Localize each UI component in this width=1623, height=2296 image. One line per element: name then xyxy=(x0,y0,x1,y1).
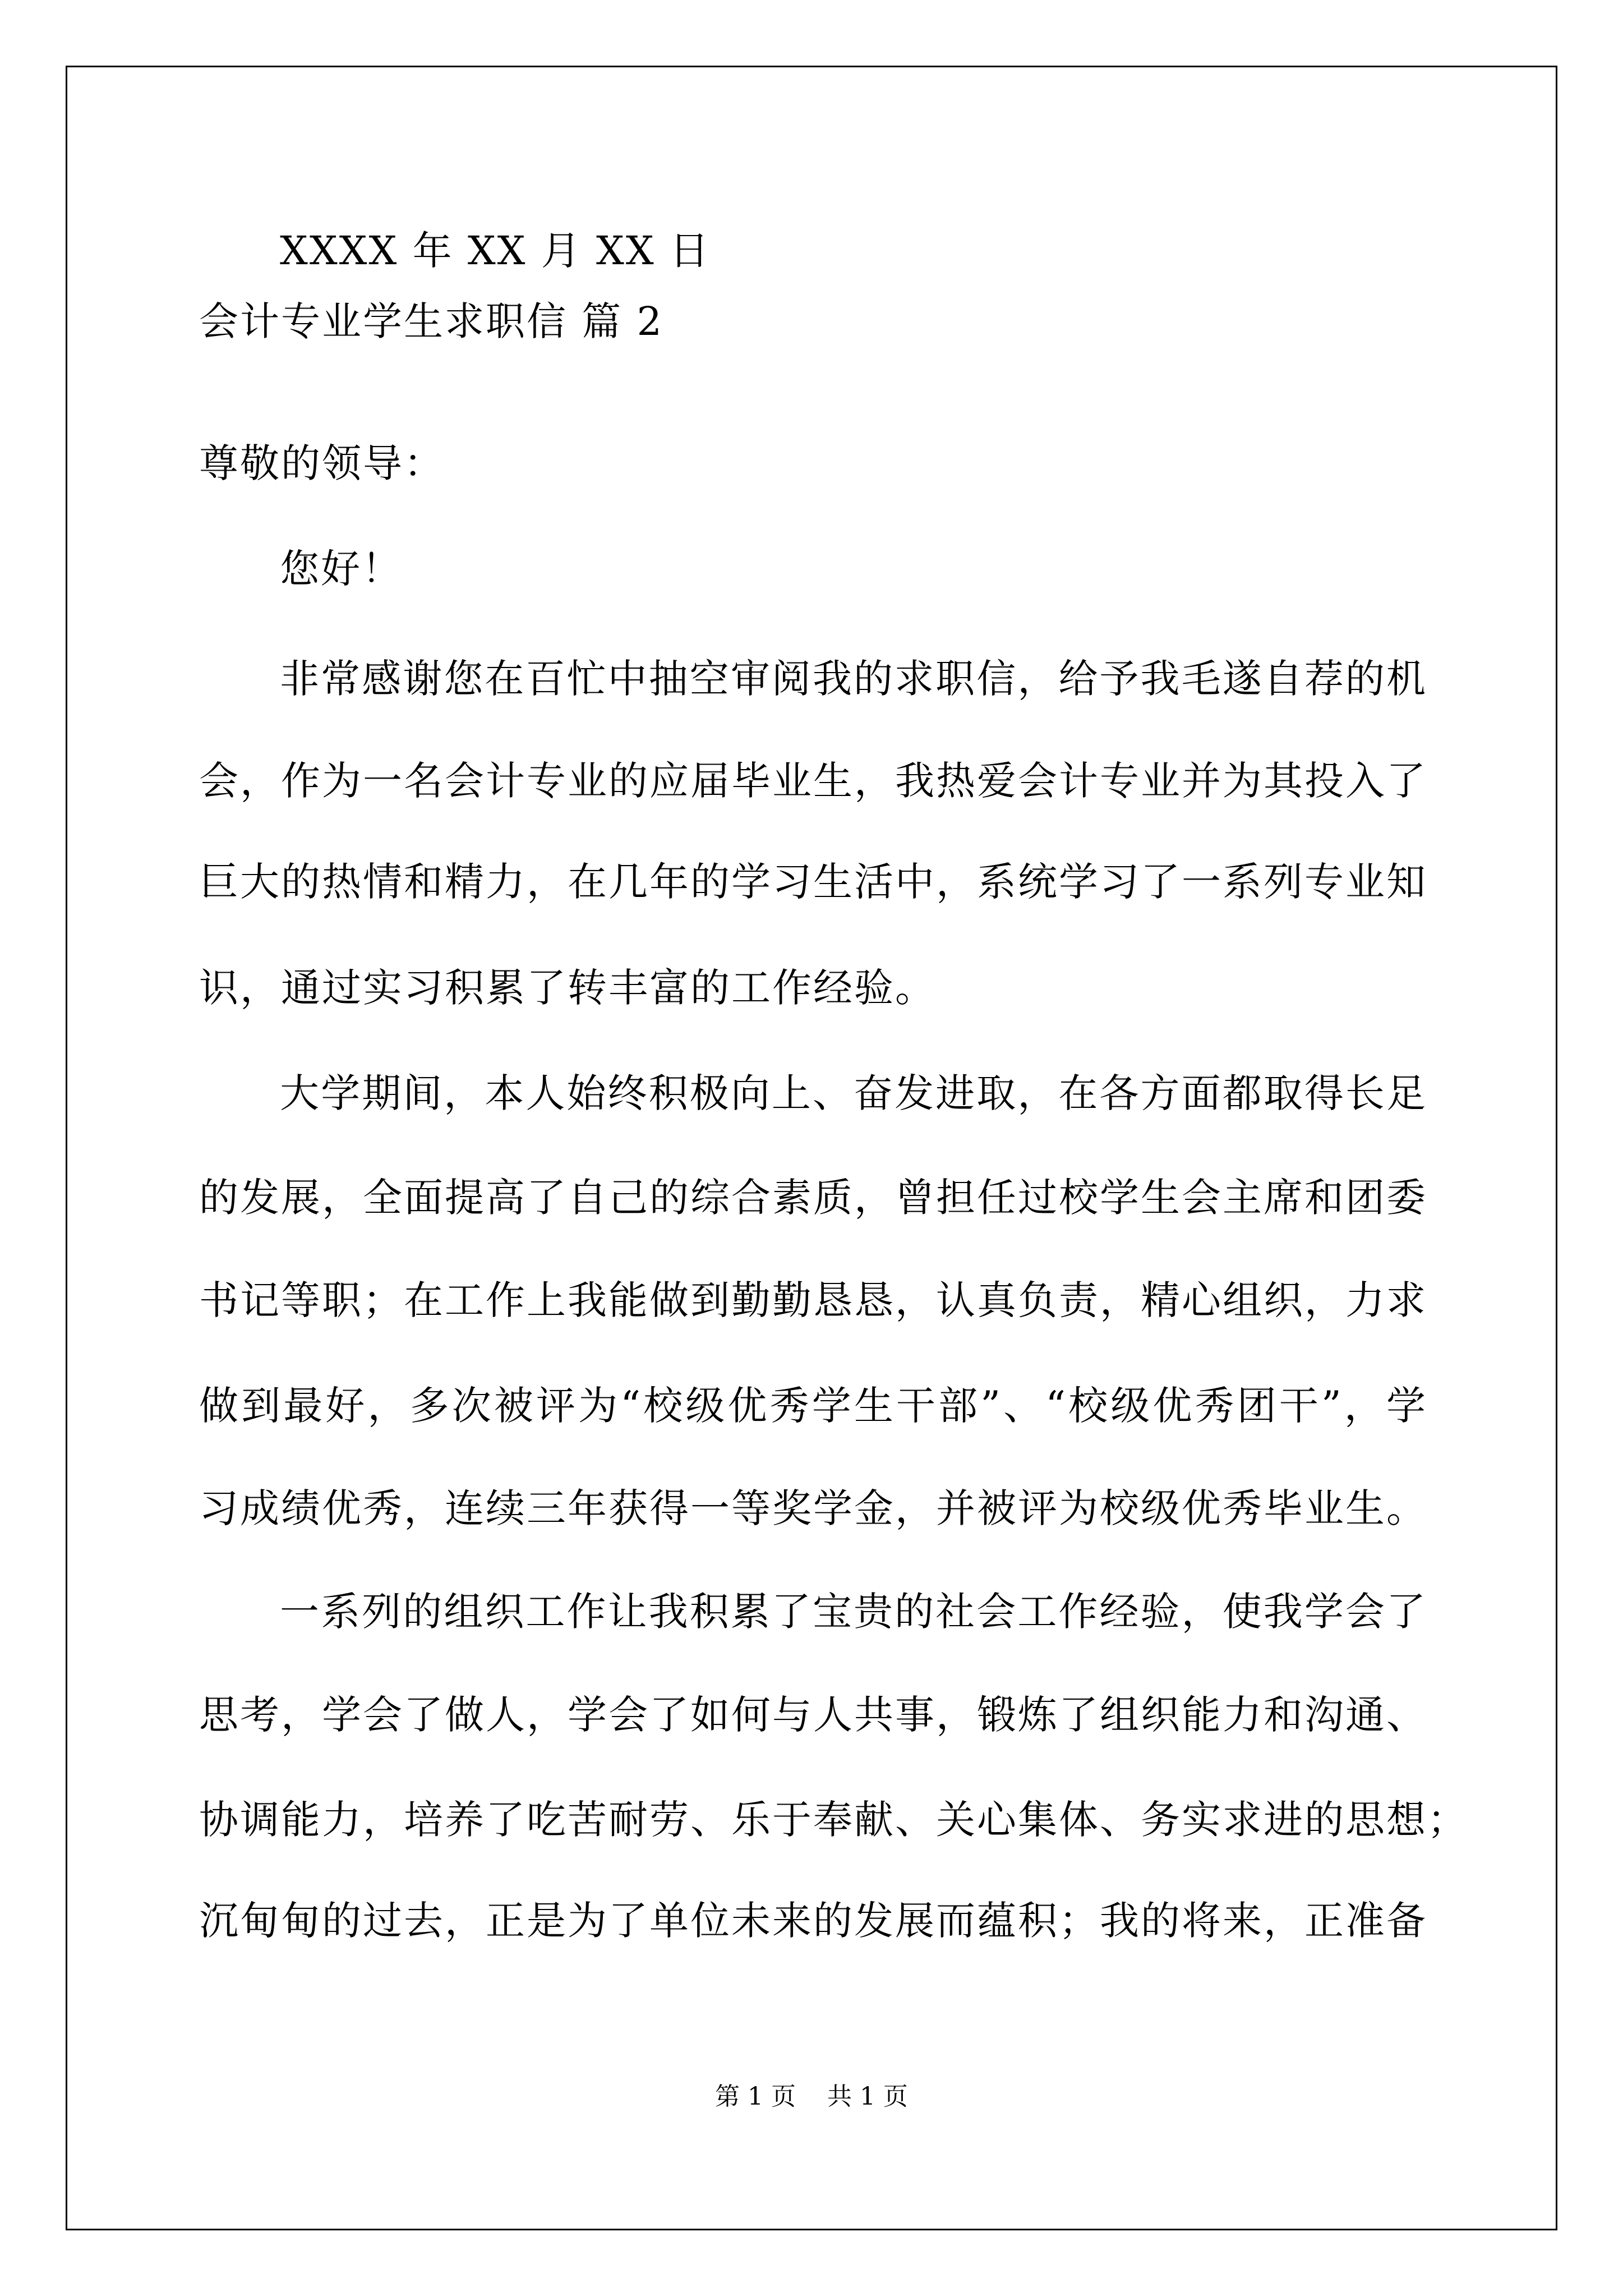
paragraph-1-line-3: 巨大的热情和精力，在几年的学习生活中，系统学习了一系列专业知 xyxy=(199,859,1427,905)
paragraph-3-line-3: 协调能力，培养了吃苦耐劳、乐于奉献、关心集体、务实求进的思想； xyxy=(199,1797,1468,1843)
paragraph-3-line-2: 思考，学会了做人，学会了如何与人共事，锻炼了组织能力和沟通、 xyxy=(199,1692,1427,1738)
greeting: 您好！ xyxy=(280,546,403,592)
paragraph-1-line-1: 非常感谢您在百忙中抽空审阅我的求职信，给予我毛遂自荐的机 xyxy=(280,656,1427,702)
paragraph-1-line-4: 识，通过实习积累了转丰富的工作经验。 xyxy=(199,965,936,1011)
paragraph-1-line-2: 会，作为一名会计专业的应届毕业生，我热爱会计专业并为其投入了 xyxy=(199,758,1427,804)
paragraph-2-line-2: 的发展，全面提高了自己的综合素质，曾担任过校学生会主席和团委 xyxy=(199,1175,1427,1221)
paragraph-2-line-3: 书记等职；在工作上我能做到勤勤恳恳，认真负责，精心组织，力求 xyxy=(199,1277,1427,1323)
page-number-footer: 第 1 页 共 1 页 xyxy=(715,2082,908,2111)
salutation: 尊敬的领导： xyxy=(199,440,445,486)
paragraph-2-line-1: 大学期间，本人始终积极向上、奋发进取，在各方面都取得长足 xyxy=(280,1070,1427,1116)
document-heading: 会计专业学生求职信 篇 2 xyxy=(199,298,664,344)
paragraph-3-line-4: 沉甸甸的过去，正是为了单位未来的发展而蕴积；我的将来，正准备 xyxy=(199,1898,1427,1944)
date-line: XXXX 年 XX 月 XX 日 xyxy=(280,228,711,274)
paragraph-2-line-4: 做到最好，多次被评为“校级优秀学生干部”、“校级优秀团干”，学 xyxy=(199,1383,1427,1429)
paragraph-2-line-5: 习成绩优秀，连续三年获得一等奖学金，并被评为校级优秀毕业生。 xyxy=(199,1485,1427,1531)
paragraph-3-line-1: 一系列的组织工作让我积累了宝贵的社会工作经验，使我学会了 xyxy=(280,1589,1427,1635)
